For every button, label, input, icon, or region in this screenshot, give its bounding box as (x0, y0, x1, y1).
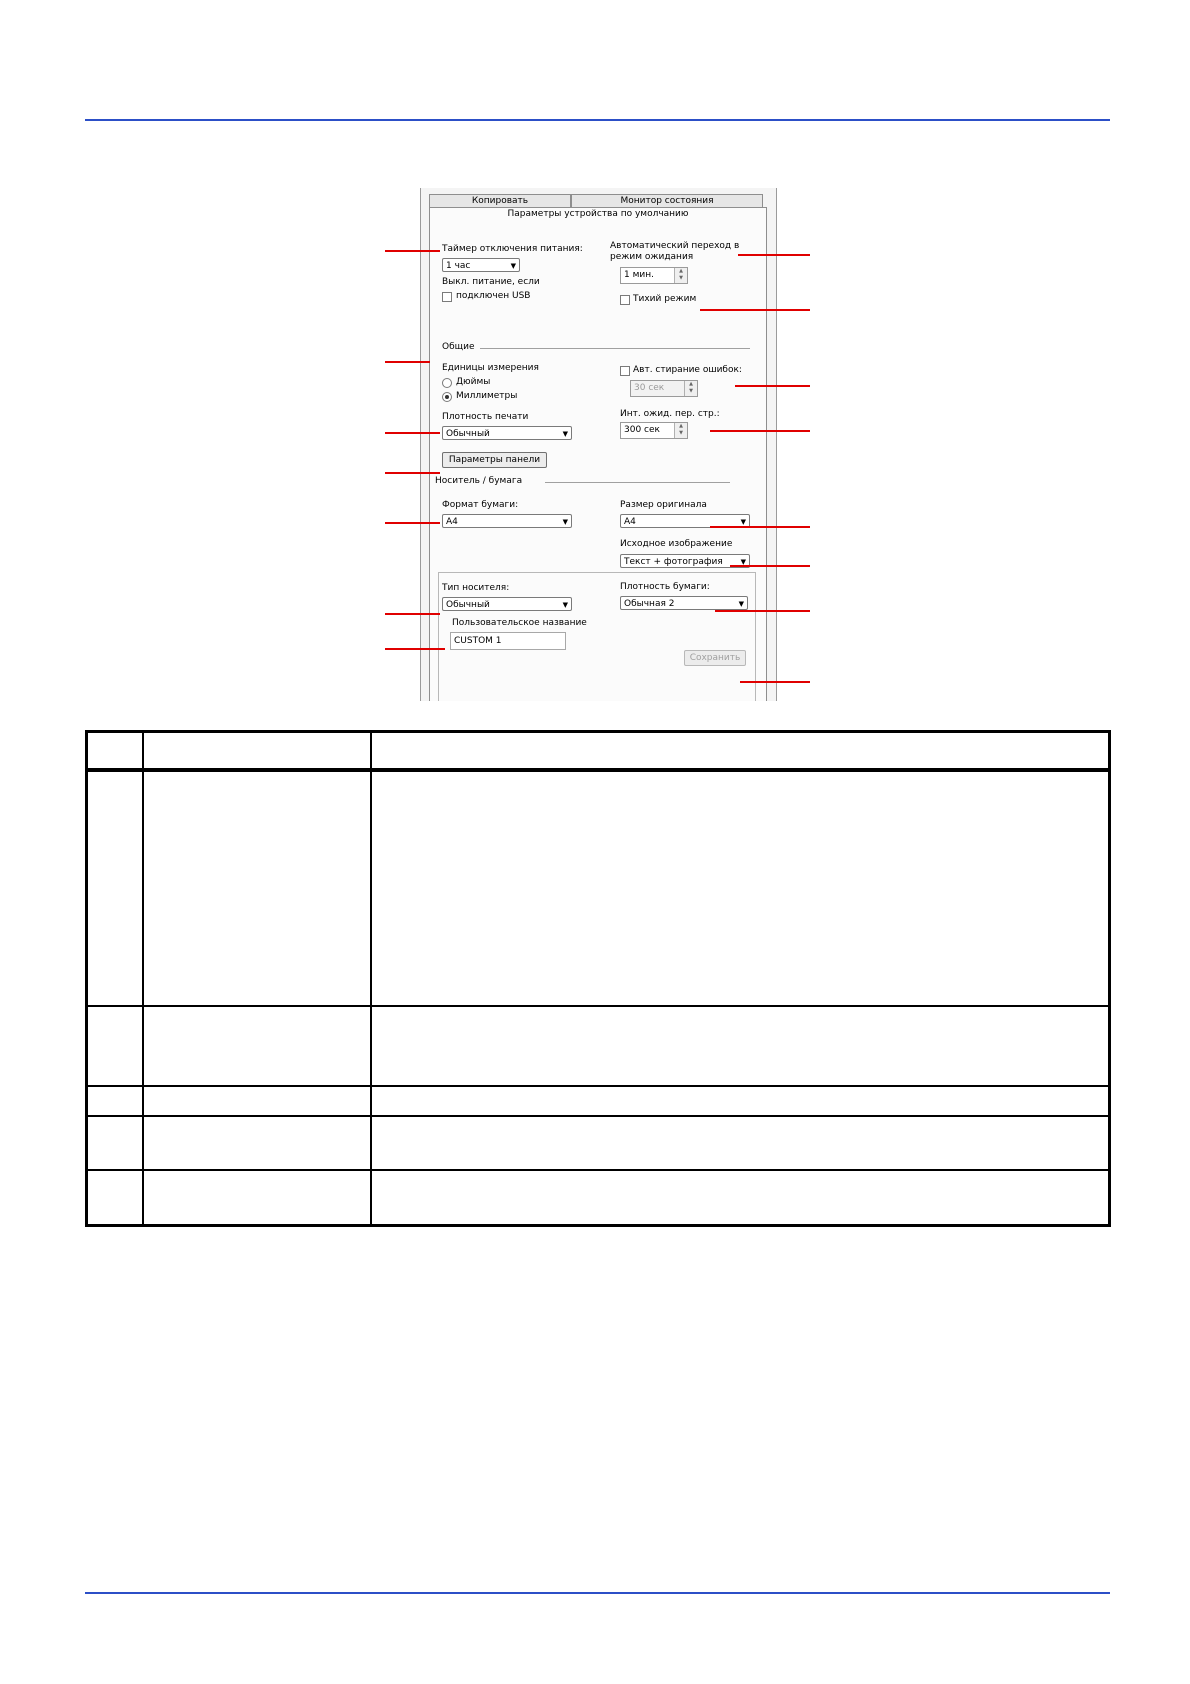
callout-right-7 (715, 610, 810, 612)
spinner-arrows-icon[interactable]: ▲ ▼ (674, 423, 687, 438)
table-cell (371, 1086, 1110, 1116)
media-type-value: Обычный (446, 600, 490, 610)
chevron-down-icon: ▼ (738, 600, 744, 608)
description-table (85, 730, 1111, 1227)
power-off-timer-value: 1 час (446, 261, 471, 271)
page-wait-value: 300 сек (624, 425, 660, 435)
custom-name-label: Пользовательское название (452, 618, 587, 628)
table-row (87, 1086, 1110, 1116)
usb-checkbox[interactable] (442, 292, 452, 302)
power-off-if-label: Выкл. питание, если (442, 277, 540, 287)
table-header-row (87, 732, 1110, 770)
table-cell (371, 1006, 1110, 1086)
usb-checkbox-label: подключен USB (456, 291, 531, 301)
general-section-label: Общие (442, 342, 475, 352)
table-cell (371, 1170, 1110, 1226)
table-row (87, 1170, 1110, 1226)
table-cell (371, 770, 1110, 1006)
quiet-mode-checkbox[interactable] (620, 295, 630, 305)
panel-settings-button[interactable]: Параметры панели (442, 452, 547, 468)
callout-left-4 (385, 472, 440, 474)
units-label: Единицы измерения (442, 363, 539, 373)
callout-right-5 (710, 526, 810, 528)
paper-weight-value: Обычная 2 (624, 599, 675, 609)
auto-error-clear-value: 30 сек (634, 383, 665, 393)
callout-right-1 (738, 254, 810, 256)
table-cell (87, 1116, 143, 1170)
inches-radio[interactable] (442, 378, 452, 388)
auto-error-clear-spinner[interactable] (630, 380, 698, 397)
chevron-down-icon: ▼ (562, 601, 568, 609)
table-header-cell (371, 732, 1110, 770)
top-rule (85, 119, 1110, 121)
callout-right-3 (735, 385, 810, 387)
callout-right-8 (740, 681, 810, 683)
table-cell (143, 1116, 371, 1170)
chevron-down-icon: ▼ (562, 518, 568, 526)
media-type-dropdown[interactable] (442, 597, 572, 611)
chevron-down-icon: ▼ (740, 558, 746, 566)
auto-sleep-spinner[interactable] (620, 267, 688, 284)
table-cell (143, 770, 371, 1006)
device-settings-panel (420, 188, 777, 701)
paper-format-dropdown[interactable] (442, 514, 572, 528)
callout-left-3 (385, 432, 440, 434)
chevron-down-icon: ▼ (562, 430, 568, 438)
print-density-label: Плотность печати (442, 412, 529, 422)
callout-right-6 (730, 565, 810, 567)
panel-title: Параметры устройства по умолчанию (507, 209, 689, 219)
table-cell (87, 1006, 143, 1086)
original-image-value: Текст + фотография (624, 557, 723, 567)
tab-bar (429, 194, 764, 207)
table-cell (87, 1086, 143, 1116)
table-cell (87, 770, 143, 1006)
page-wait-label: Инт. ожид. пер. стр.: (620, 409, 720, 419)
original-image-label: Исходное изображение (620, 539, 733, 549)
page-wait-spinner[interactable] (620, 422, 688, 439)
original-size-value: A4 (624, 517, 636, 527)
auto-sleep-value: 1 мин. (624, 270, 654, 280)
quiet-mode-label: Тихий режим (633, 294, 697, 304)
bottom-rule (85, 1592, 1110, 1594)
spinner-arrows-icon[interactable]: ▲ ▼ (674, 268, 687, 283)
general-separator (480, 348, 750, 349)
print-density-dropdown[interactable] (442, 426, 572, 440)
tab-copy[interactable]: Копировать (429, 194, 571, 208)
custom-name-value: CUSTOM 1 (454, 636, 502, 646)
callout-right-2 (700, 309, 810, 311)
table-row (87, 770, 1110, 1006)
paper-format-label: Формат бумаги: (442, 500, 519, 510)
table-cell (371, 1116, 1110, 1170)
table-row (87, 1006, 1110, 1086)
paper-format-value: A4 (446, 517, 458, 527)
auto-sleep-label-line1: Автоматический переход в (610, 241, 740, 251)
auto-error-clear-checkbox[interactable] (620, 366, 630, 376)
power-off-timer-label: Таймер отключения питания: (442, 244, 583, 254)
table-cell (143, 1006, 371, 1086)
table-header-cell (143, 732, 371, 770)
custom-name-input[interactable] (450, 632, 566, 650)
spinner-arrows-icon[interactable]: ▲ ▼ (684, 381, 697, 396)
callout-left-7 (385, 648, 445, 650)
callout-left-1 (385, 250, 440, 252)
media-separator (545, 482, 730, 483)
callout-left-5 (385, 522, 440, 524)
callout-left-6 (385, 613, 440, 615)
inches-label: Дюймы (456, 377, 491, 387)
callout-right-4 (710, 430, 810, 432)
media-type-label: Тип носителя: (442, 583, 510, 593)
tab-status-monitor[interactable]: Монитор состояния (571, 194, 763, 208)
media-section-label: Носитель / бумага (435, 476, 523, 486)
print-density-value: Обычный (446, 429, 490, 439)
table-cell (143, 1086, 371, 1116)
paper-weight-label: Плотность бумаги: (620, 582, 710, 592)
chevron-down-icon: ▼ (740, 518, 746, 526)
auto-error-clear-label: Авт. стирание ошибок: (633, 365, 742, 375)
tab-content (429, 207, 767, 701)
table-row (87, 1116, 1110, 1170)
auto-sleep-label-line2: режим ожидания (610, 252, 694, 262)
table-cell (87, 1170, 143, 1226)
power-off-timer-dropdown[interactable] (442, 258, 520, 272)
save-button[interactable]: Сохранить (684, 650, 746, 666)
table-header-cell (87, 732, 143, 770)
paper-weight-dropdown[interactable] (620, 596, 748, 610)
table-cell (143, 1170, 371, 1226)
chevron-down-icon: ▼ (510, 262, 516, 270)
original-size-label: Размер оригинала (620, 500, 707, 510)
mm-label: Миллиметры (456, 391, 518, 401)
mm-radio[interactable] (442, 392, 452, 402)
callout-left-2 (385, 361, 430, 363)
